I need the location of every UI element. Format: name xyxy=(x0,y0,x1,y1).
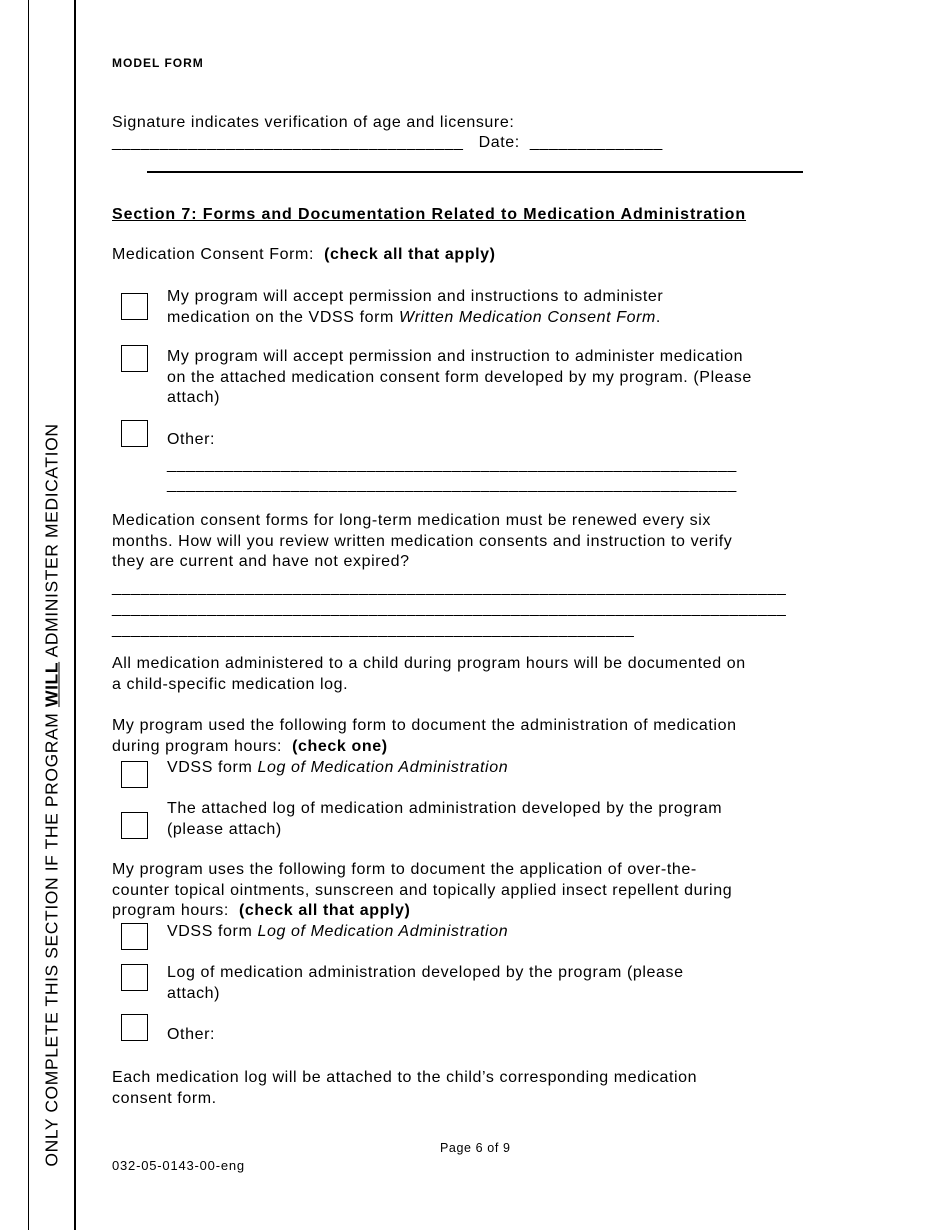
renewal-answer-blank-2[interactable]: _______________________________________________________________________ xyxy=(112,600,787,617)
vertical-section-label: ONLY COMPLETE THIS SECTION IF THE PROGRAM WILL ADMINISTER MEDICATION xyxy=(41,423,62,1167)
otc-other-label: Other: xyxy=(167,1026,216,1043)
otc-form-question: My program uses the following form to document the application of over-the- counter topical ointments, sunscreen and topically applied insect repellent during program hours: (check all that apply) xyxy=(112,861,733,920)
renewal-answer-blank-3[interactable]: _______________________________________________________ xyxy=(112,621,635,638)
consent-other-checkbox[interactable] xyxy=(121,420,148,447)
signature-label: Signature indicates verification of age and licensure: xyxy=(112,114,515,131)
margin-border-line xyxy=(74,0,76,1230)
consent-vdss-option: My program will accept permission and instructions to administer medication on the VDSS form Written Medication Consent Form. xyxy=(167,288,664,326)
consent-other-label: Other: xyxy=(167,431,216,448)
otc-program-log-option: Log of medication administration developed by the program (please attach) xyxy=(167,964,684,1002)
log-statement: All medication administered to a child during program hours will be documented on a child-specific medication log. xyxy=(112,655,746,693)
consent-program-form-checkbox[interactable] xyxy=(121,345,148,372)
otc-vdss-log-option: VDSS form Log of Medication Administration xyxy=(167,923,509,940)
form-code: 032-05-0143-00-eng xyxy=(112,1158,245,1173)
admin-program-log-option: The attached log of medication administration developed by the program (please attach) xyxy=(167,800,723,838)
otc-vdss-log-checkbox[interactable] xyxy=(121,923,148,950)
otc-program-log-checkbox[interactable] xyxy=(121,964,148,991)
section-7-heading: Section 7: Forms and Documentation Related to Medication Administration xyxy=(112,206,747,223)
consent-vdss-checkbox[interactable] xyxy=(121,293,148,320)
left-border-line xyxy=(28,0,29,1230)
model-form-label: MODEL FORM xyxy=(112,56,204,70)
consent-other-blank-2[interactable]: ____________________________________________________________ xyxy=(167,476,737,493)
page-number: Page 6 of 9 xyxy=(440,1141,511,1155)
admin-program-log-checkbox[interactable] xyxy=(121,812,148,839)
renewal-answer-blank-1[interactable]: _______________________________________________________________________ xyxy=(112,579,787,596)
admin-vdss-log-option: VDSS form Log of Medication Administration xyxy=(167,759,509,776)
admin-form-question: My program used the following form to document the administration of medication during program hours: (check one) xyxy=(112,717,737,755)
consent-program-form-option: My program will accept permission and instruction to administer medication on the attached medication consent form developed by my program. (Please attach) xyxy=(167,348,752,407)
closing-statement: Each medication log will be attached to the child’s corresponding medication consent form. xyxy=(112,1069,698,1107)
admin-vdss-log-checkbox[interactable] xyxy=(121,761,148,788)
signature-date-line[interactable]: _____________________________________ Date: ______________ xyxy=(112,134,663,151)
section-divider xyxy=(147,171,803,173)
consent-other-blank-1[interactable]: ____________________________________________________________ xyxy=(167,456,737,473)
otc-other-checkbox[interactable] xyxy=(121,1014,148,1041)
consent-form-label: Medication Consent Form: (check all that apply) xyxy=(112,246,496,263)
renewal-question: Medication consent forms for long-term medication must be renewed every six months. How will you review written medication consents and instruction to verify they are current and have not expired? xyxy=(112,512,733,571)
